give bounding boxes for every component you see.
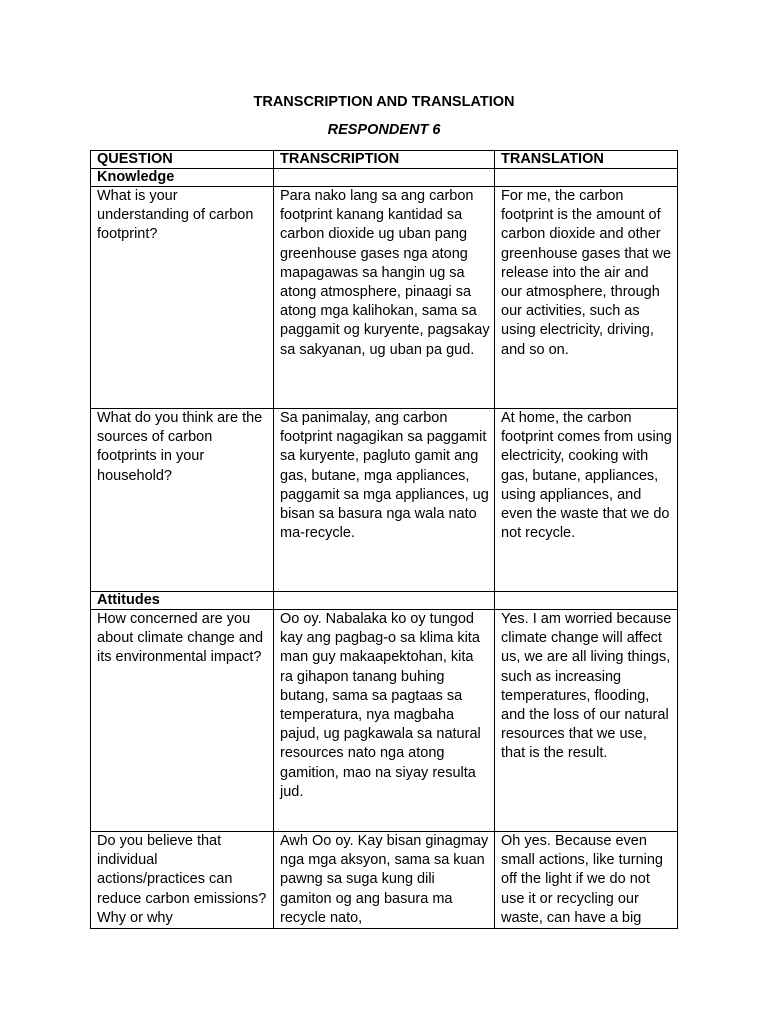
column-header-question: QUESTION	[91, 151, 274, 169]
empty-cell	[495, 169, 678, 187]
transcription-text: Sa panimalay, ang carbon footprint nagagikan sa paggamit sa kuryente, pagluto gamit ang gas, butane, mga appliances, paggamit sa mga appliances, ug bisan sa basura nga wala nato ma-recycle.	[280, 410, 489, 542]
section-row-attitudes	[91, 592, 678, 610]
translation-cell	[495, 832, 678, 929]
table-header-row	[91, 151, 678, 169]
question-cell	[91, 610, 274, 832]
question-text: What do you think are the sources of carbon footprints in your household?	[97, 410, 263, 484]
question-text: How concerned are you about climate change and its environmental impact?	[97, 611, 264, 666]
translation-text: Yes. I am worried because climate change will affect us, we are all living things, such as increasing temperatures, flooding, and the loss of our natural resources that we use, that is the result.	[501, 611, 672, 762]
question-cell	[91, 832, 274, 929]
section-label: Attitudes	[91, 592, 274, 610]
transcription-cell	[274, 610, 495, 832]
section-row-knowledge	[91, 169, 678, 187]
transcription-cell	[274, 409, 495, 592]
translation-cell	[495, 409, 678, 592]
question-cell	[91, 187, 274, 409]
empty-cell	[274, 169, 495, 187]
table-row	[91, 409, 678, 592]
transcription-cell	[274, 187, 495, 409]
document-title: TRANSCRIPTION AND TRANSLATION	[253, 94, 515, 110]
column-header-transcription: TRANSCRIPTION	[274, 151, 495, 169]
empty-cell	[274, 592, 495, 610]
empty-cell	[495, 592, 678, 610]
table-row	[91, 187, 678, 409]
question-text: Do you believe that individual actions/practices can reduce carbon emissions? Why or why	[97, 833, 267, 926]
section-label: Knowledge	[91, 169, 274, 187]
translation-cell	[495, 610, 678, 832]
translation-text: Oh yes. Because even small actions, like turning off the light if we do not use it or recycling our waste, can have a big	[501, 833, 663, 926]
translation-cell	[495, 187, 678, 409]
question-text: What is your understanding of carbon footprint?	[97, 188, 254, 243]
transcription-text: Oo oy. Nabalaka ko oy tungod kay ang pagbag-o sa klima kita man guy makaapektohan, kita ra gihapon tanang buhing butang, sama sa pagtaas sa temperatura, nya magbaha pajud, ug pagkawala sa natural resources nato nga atong gamition, mao na siyay resulta jud.	[280, 611, 481, 800]
transcription-cell	[274, 832, 495, 929]
transcription-text: Para nako lang sa ang carbon footprint kanang kantidad sa carbon dioxide ug uban pang greenhouse gases nga atong mapagawas sa hangin ug sa atong atmosphere, pinaagi sa atong mga kalihokan, sama sa paggamit og kuryente, pagsakay sa sakyanan, ug uban pa gud.	[280, 188, 490, 358]
qa-table	[90, 150, 678, 929]
transcription-text: Awh Oo oy. Kay bisan ginagmay nga mga aksyon, sama sa kuan pawng sa suga kung dili gamiton og ang basura ma recycle nato,	[280, 833, 489, 926]
translation-text: For me, the carbon footprint is the amount of carbon dioxide and other greenhouse gases that we release into the air and our atmosphere, through our activities, such as using electricity, driving, and so on.	[501, 188, 672, 358]
column-header-translation: TRANSLATION	[495, 151, 678, 169]
table-row	[91, 610, 678, 832]
table-row	[91, 832, 678, 929]
question-cell	[91, 409, 274, 592]
respondent-heading: RESPONDENT 6	[327, 122, 441, 138]
translation-text: At home, the carbon footprint comes from using electricity, cooking with gas, butane, appliances, using appliances, and even the waste that we do not recycle.	[501, 410, 672, 542]
